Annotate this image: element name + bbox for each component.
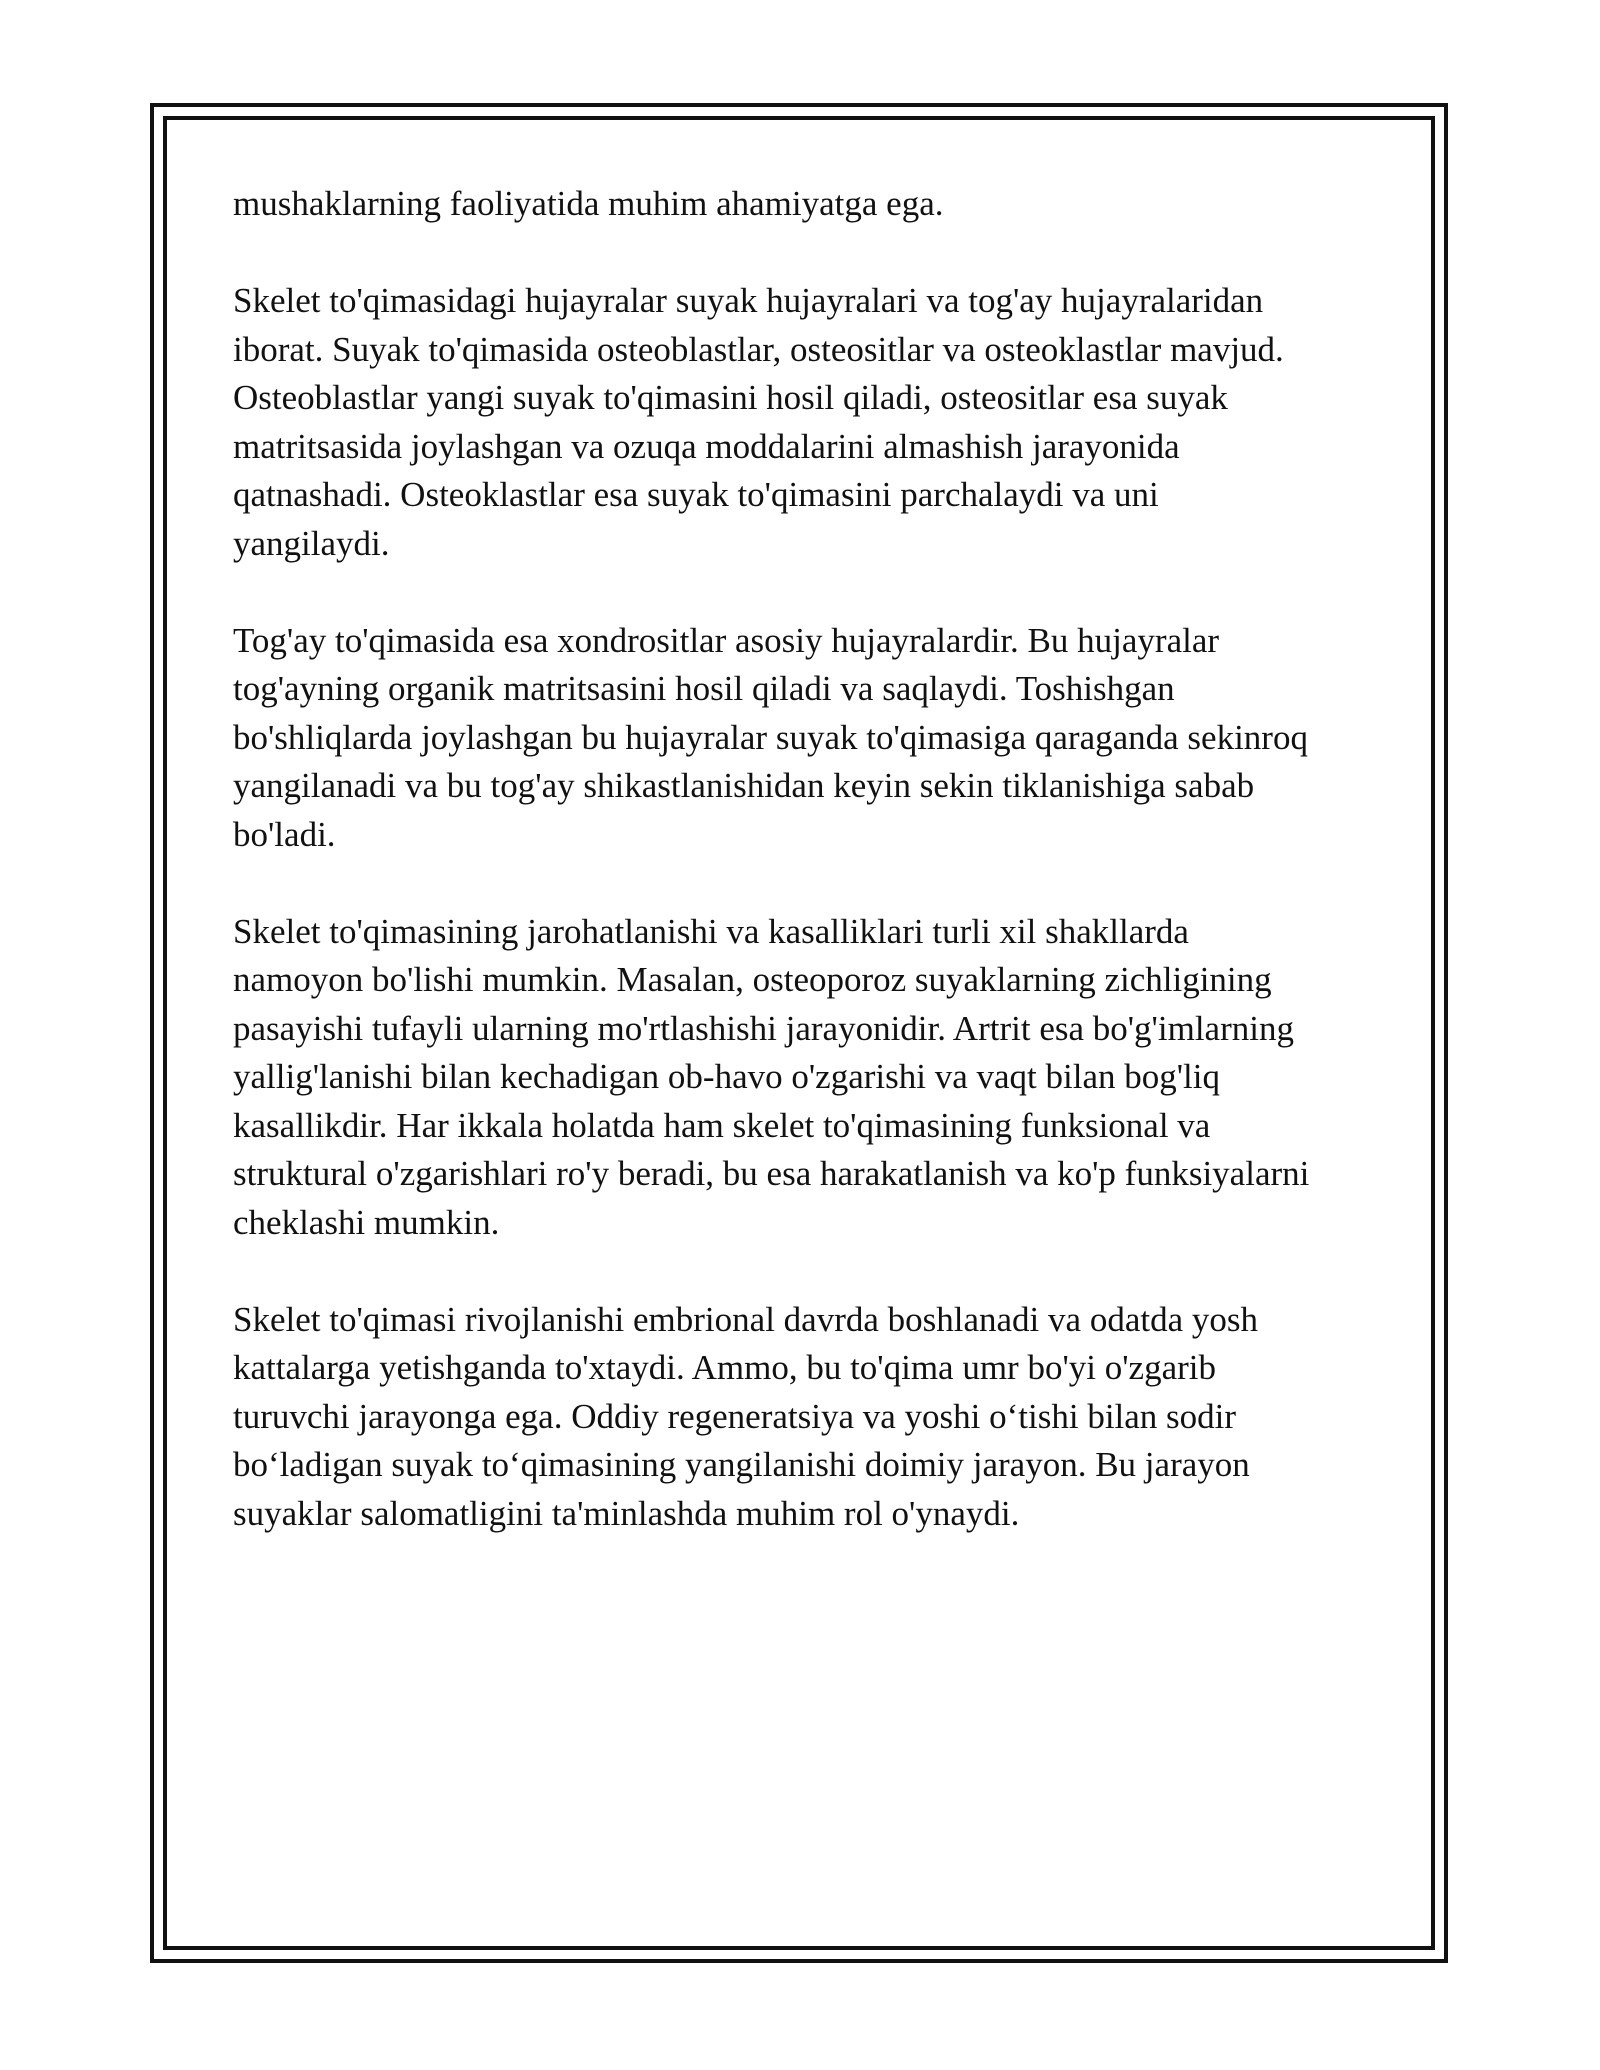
text-line: Skelet to'qimasining jarohatlanishi va kasalliklari turli xil shakllarda [233,911,1189,951]
text-line: Skelet to'qimasi rivojlanishi embrional davrda boshlanadi va odatda yosh [233,1299,1258,1339]
text-line: pasayishi tufayli ularning mo'rtlashishi jarayonidir. Artrit esa bo'g'imlarning [233,1008,1294,1048]
text-line: yangilanadi va bu tog'ay shikastlanishidan keyin sekin tiklanishiga sabab [233,766,1255,805]
text-line: qatnashadi. Osteoklastlar esa suyak to'qimasini parchalaydi va uni [233,475,1159,514]
document-body [233,180,1378,1587]
text-line: matritsasida joylashgan va ozuqa moddalarini almashish jarayonida [233,426,1180,466]
text-line: Tog'ay to'qimasida esa xondrositlar asosiy hujayralardir. Bu hujayralar [233,620,1220,660]
text-line: cheklashi mumkin. [233,1202,500,1242]
text-line: bo‘ladigan suyak to‘qimasining yangilanishi doimiy jarayon. Bu jarayon [233,1445,1250,1484]
paragraph-1 [233,180,1378,229]
paragraph-3 [233,617,1378,860]
text-line: struktural o'zgarishlari ro'y beradi, bu esa harakatlanish va ko'p funksiyalarni [233,1154,1310,1193]
text-line: bo'ladi. [233,814,336,854]
text-line: mushaklarning faoliyatida muhim ahamiyatga ega. [233,184,944,223]
text-line: bo'shliqlarda joylashgan bu hujayralar suyak to'qimasiga qaraganda sekinroq [233,717,1308,757]
text-line: namoyon bo'lishi mumkin. Masalan, osteoporoz suyaklarning zichligining [233,960,1272,999]
paragraph-2 [233,277,1378,568]
text-line: suyaklar salomatligini ta'minlashda muhim rol o'ynaydi. [233,1493,1020,1533]
text-line: Skelet to'qimasidagi hujayralar suyak hujayralari va tog'ay hujayralaridan [233,281,1264,320]
text-line: Osteoblastlar yangi suyak to'qimasini hosil qiladi, osteositlar esa suyak [233,378,1228,417]
text-line: yangilaydi. [233,523,390,563]
text-line: turuvchi jarayonga ega. Oddiy regeneratsiya va yoshi o‘tishi bilan sodir [233,1396,1237,1436]
text-line: iborat. Suyak to'qimasida osteoblastlar, osteositlar va osteoklastlar mavjud. [233,329,1284,369]
text-line: kasallikdir. Har ikkala holatda ham skelet to'qimasining funksional va [233,1105,1211,1145]
text-line: tog'ayning organik matritsasini hosil qiladi va saqlaydi. Toshishgan [233,669,1175,708]
paragraph-5 [233,1296,1378,1539]
paragraph-4 [233,908,1378,1248]
text-line: yallig'lanishi bilan kechadigan ob-havo o'zgarishi va vaqt bilan bog'liq [233,1057,1221,1096]
text-line: kattalarga yetishganda to'xtaydi. Ammo, bu to'qima umr bo'yi o'zgarib [233,1348,1216,1387]
